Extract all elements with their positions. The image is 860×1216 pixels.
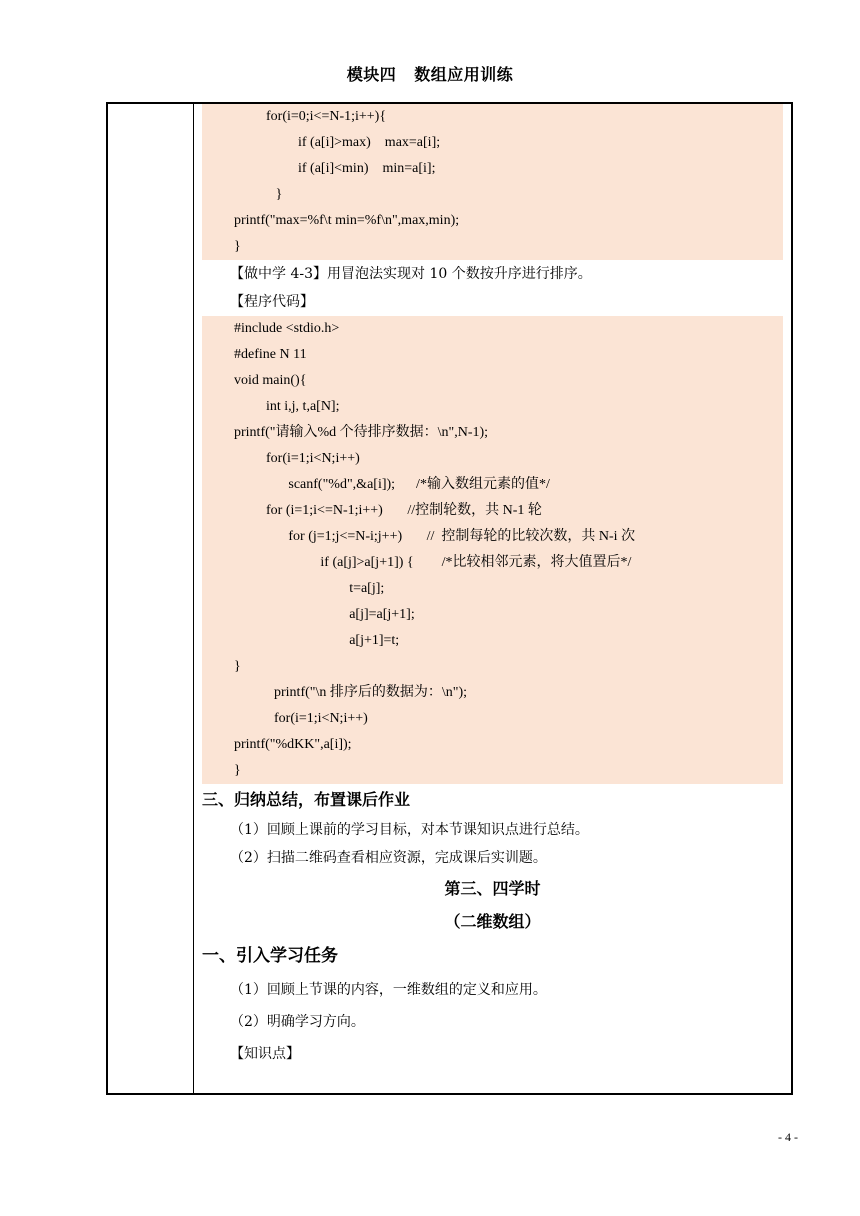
intro-item: （2）明确学习方向。 [230,1014,365,1030]
page-number: - 4 - [778,1130,798,1144]
code-line: scanf("%d",&a[i]); /*输入数组元素的值*/ [288,477,550,492]
summary-item: （1）回顾上课前的学习目标，对本节课知识点进行总结。 [230,822,589,838]
code-line: for (i=1;i<=N-1;i++) //控制轮数，共 N-1 轮 [266,503,542,518]
column-divider [193,102,194,1095]
module-title: 数组应用训练 [414,65,514,84]
code-line: if (a[j]>a[j+1]) { /*比较相邻元素，将大值置后*/ [320,555,632,570]
code-line: #include <stdio.h> [234,321,340,336]
summary-item: （2）扫描二维码查看相应资源，完成课后实训题。 [230,850,547,866]
module-label: 模块四 [346,65,397,84]
page-header [0,62,860,85]
code-line: printf("%dKK",a[i]); [234,737,352,752]
code-line: } [234,763,241,778]
code-line: for(i=1;i<N;i++) [274,711,368,726]
code-line: } [234,659,241,674]
code-line: a[j]=a[j+1]; [349,607,415,622]
code-line: void main(){ [234,373,307,388]
code-line: t=a[j]; [349,581,385,596]
code-line: } [234,239,241,254]
code-line: a[j+1]=t; [349,633,400,648]
code-line: } [275,187,283,202]
code-label: 【程序代码】 [230,294,314,310]
code-line: printf("\n 排序后的数据为：\n"); [274,685,468,700]
code-block-bubble-sort [202,316,783,784]
lesson-subtitle: （二维数组） [444,912,541,931]
example-title: 【做中学 4-3】用冒泡法实现对 10 个数按升序进行排序。 [230,266,592,282]
code-line: for(i=0;i<=N-1;i++){ [266,109,387,124]
code-line: printf("max=%f\t min=%f\n",max,min); [234,213,460,228]
code-line: if (a[i]<min) min=a[i]; [298,161,436,176]
code-line: for (j=1;j<=N-i;j++) // 控制每轮的比较次数，共 N-i 次 [288,529,636,544]
code-line: int i,j, t,a[N]; [266,399,340,414]
section-intro-heading: 一、引入学习任务 [202,946,338,966]
section-summary-heading: 三、归纳总结，布置课后作业 [202,790,411,809]
code-line: if (a[i]>max) max=a[i]; [298,135,441,150]
knowledge-point-label: 【知识点】 [230,1046,300,1062]
code-line: for(i=1;i<N;i++) [266,451,360,466]
lesson-content [196,104,789,1070]
intro-item: （1）回顾上节课的内容，一维数组的定义和应用。 [230,982,547,998]
code-block-minmax [202,104,783,260]
lesson-title: 第三、四学时 [444,879,541,898]
code-line: printf("请输入%d 个待排序数据：\n",N-1); [234,425,489,440]
code-line: #define N 11 [234,347,307,362]
